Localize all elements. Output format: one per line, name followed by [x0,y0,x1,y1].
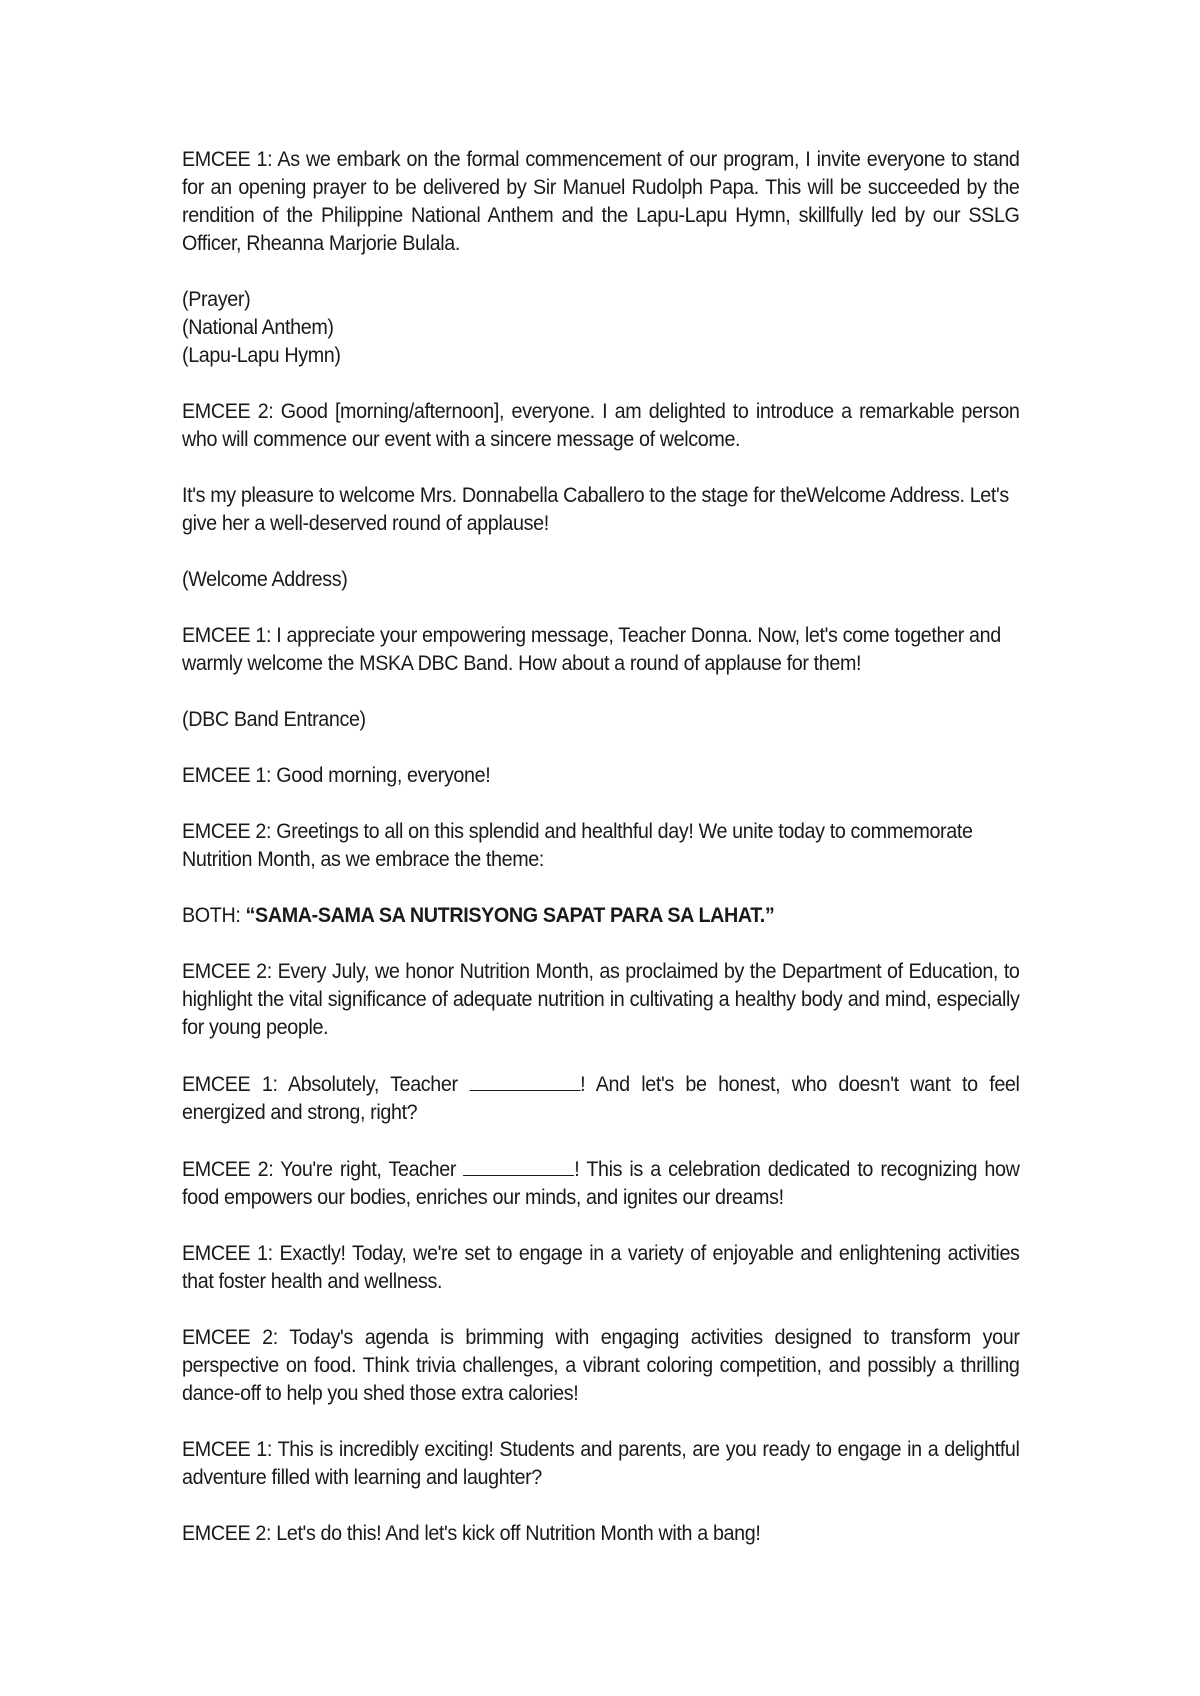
emcee1-exciting-paragraph: EMCEE 1: This is incredibly exciting! Students and parents, are you ready to engage in a delightful adventure filled with learning and laughter? [182,1438,1020,1489]
emcee2-greetings-paragraph: EMCEE 2: Greetings to all on this splendid and healthful day! We unite today to commemorate Nutrition Month, as we embrace the theme: [182,820,973,871]
emcee1-exactly-paragraph: EMCEE 1: Exactly! Today, we're set to engage in a variety of enjoyable and enlightening activities that foster health and wellness. [182,1242,1020,1293]
theme-text: “SAMA-SAMA SA NUTRISYONG SAPAT PARA SA LAHAT.” [245,904,775,927]
document-page [182,146,1020,1576]
cue-national-anthem: (National Anthem) [182,316,334,339]
emcee1-good-morning: EMCEE 1: Good morning, everyone! [182,764,491,787]
emcee2-greeting-paragraph: EMCEE 2: Good [morning/afternoon], everyone. I am delighted to introduce a remarkable person who will commence our event with a sincere message of welcome. [182,400,1020,451]
both-label: BOTH: [182,904,246,927]
cue-lapu-lapu-hymn: (Lapu-Lapu Hymn) [182,344,341,367]
cue-prayer: (Prayer) [182,288,251,311]
emcee1-absolutely-paragraph [182,1070,1020,1127]
emcee2-agenda-paragraph: EMCEE 2: Today's agenda is brimming with engaging activities designed to transform your perspective on food. Think trivia challenges, a vibrant coloring competition, and possibly a thrilling dance-off to help you shed those extra calories! [182,1326,1020,1405]
both-theme-line [182,902,1020,930]
emcee1-absolutely-start: EMCEE 1: Absolutely, Teacher [182,1073,470,1096]
emcee2-nutrition-month-paragraph: EMCEE 2: Every July, we honor Nutrition Month, as proclaimed by the Department of Education, to highlight the vital significance of adequate nutrition in cultivating a healthy body and mind, especially for young people. [182,960,1020,1039]
emcee1-opening-paragraph: EMCEE 1: As we embark on the formal commencement of our program, I invite everyone to stand for an opening prayer to be delivered by Sir Manuel Rudolph Papa. This will be succeeded by the rendition of the Philippine National Anthem and the Lapu-Lapu Hymn, skillfully led by our SSLG Officer, Rheanna Marjorie Bulala. [182,148,1020,255]
emcee1-band-paragraph: EMCEE 1: I appreciate your empowering message, Teacher Donna. Now, let's come together and warmly welcome the MSKA DBC Band. How about a round of applause for them! [182,624,1001,675]
welcome-introduction-paragraph: It's my pleasure to welcome Mrs. Donnabella Caballero to the stage for theWelcome Address. Let's give her a well-deserved round of applause! [182,484,1009,535]
name-blank [469,1070,580,1091]
cue-band-entrance: (DBC Band Entrance) [182,708,366,731]
emcee2-right-paragraph [182,1155,1020,1212]
cue-welcome-address: (Welcome Address) [182,568,348,591]
name-blank [463,1155,574,1176]
emcee2-right-start: EMCEE 2: You're right, Teacher [182,1158,464,1181]
emcee2-right-end: ! This is a celebration dedicated to recognizing how food empowers our bodies, enriches our minds, and ignites our dreams! [182,1158,1020,1209]
stage-cues-opening [182,286,1020,370]
emcee2-kickoff-paragraph: EMCEE 2: Let's do this! And let's kick off Nutrition Month with a bang! [182,1522,761,1545]
emcee1-absolutely-end: ! And let's be honest, who doesn't want to feel energized and strong, right? [182,1073,1020,1124]
